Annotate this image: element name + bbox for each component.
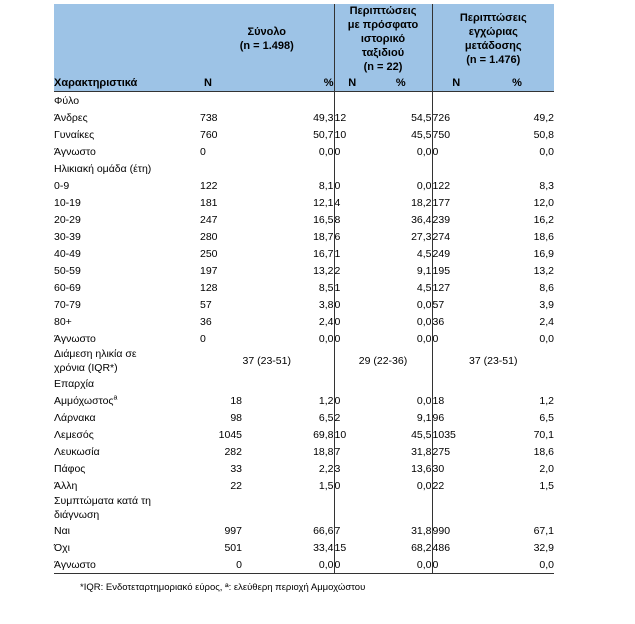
table-row: Λευκωσία 282 18,8 7 31,8 275 18,6 xyxy=(54,443,554,460)
table-row: Όχι 501 33,4 15 68,2 486 32,9 xyxy=(54,539,554,556)
table-row: 60-69 128 8,5 1 4,5 127 8,6 xyxy=(54,279,554,296)
section-row xyxy=(54,375,554,392)
characteristics-header: Χαρακτηριστικά xyxy=(54,74,200,92)
table-row: 40-49 250 16,7 1 4,5 249 16,9 xyxy=(54,245,554,262)
travel-n-header: N xyxy=(334,74,370,92)
table-row: Λάρνακα 98 6,5 2 9,1 96 6,5 xyxy=(54,409,554,426)
table-row: Αμμόχωστος$^a$ 18 1,2 0 0,0 18 1,2 xyxy=(54,392,554,409)
table-row: Γυναίκες 760 50,7 10 45,5 750 50,8 xyxy=(54,126,554,143)
table-row: 10-19 181 12,1 4 18,2 177 12,0 xyxy=(54,194,554,211)
section-sex: Φύλο xyxy=(54,94,80,107)
total-n-header: N xyxy=(200,74,242,92)
table-row: 20-29 247 16,5 8 36,4 239 16,2 xyxy=(54,211,554,228)
table-row: Άγνωστο 0 0,0 0 0,0 0 0,0 xyxy=(54,556,554,574)
section-row xyxy=(54,494,554,522)
travel-header: Περιπτώσεις με πρόσφατο ιστορικό ταξιδιού (n = 22) xyxy=(334,4,432,74)
table-row-median-age: Διάμεση ηλικία σε χρόνια (IQR*) 37 (23-51) 29 (22-36) 37 (23-51) xyxy=(54,347,554,375)
table-row: Άγνωστο 0 0,0 0 0,0 0 0,0 xyxy=(54,143,554,160)
table-row: 30-39 280 18,7 6 27,3 274 18,6 xyxy=(54,228,554,245)
characteristics-table xyxy=(54,4,554,574)
section-row xyxy=(54,92,554,110)
local-n-header: N xyxy=(432,74,480,92)
header-blank xyxy=(54,4,200,74)
table-row: Λεμεσός 1045 69,8 10 45,5 1035 70,1 xyxy=(54,426,554,443)
table-row: Ναι 997 66,6 7 31,8 990 67,1 xyxy=(54,522,554,539)
table-row: Άνδρες 738 49,3 12 54,5 726 49,2 xyxy=(54,109,554,126)
local-header: Περιπτώσεις εγχώριας μετάδοσης (n = 1.476) xyxy=(432,4,554,74)
table-row: 50-59 197 13,2 2 9,1 195 13,2 xyxy=(54,262,554,279)
table-row: 80+ 36 2,4 0 0,0 36 2,4 xyxy=(54,313,554,330)
total-header: Σύνολο (n = 1.498) xyxy=(200,4,334,74)
local-pct-header: % xyxy=(480,74,554,92)
section-age-group: Ηλικιακή ομάδα (έτη) xyxy=(54,162,152,175)
table-row: Άγνωστο 0 0,0 0 0,0 0 0,0 xyxy=(54,330,554,347)
section-symptoms: Συμπτώματα κατά τη διάγνωση xyxy=(54,495,151,521)
footnote: *IQR: Ενδοτεταρτημοριακό εύρος, ª: ελεύθερη περιοχή Αμμοχώστου xyxy=(80,582,366,593)
section-median-age: Διάμεση ηλικία σε χρόνια (IQR*) xyxy=(54,348,137,374)
section-district: Επαρχία xyxy=(54,377,95,390)
total-pct-header: % xyxy=(242,74,334,92)
table-row: Πάφος 33 2,2 3 13,6 30 2,0 xyxy=(54,460,554,477)
table-row: 70-79 57 3,8 0 0,0 57 3,9 xyxy=(54,296,554,313)
travel-pct-header: % xyxy=(370,74,432,92)
table-row: Άλλη 22 1,5 0 0,0 22 1,5 xyxy=(54,477,554,494)
table-row: 0-9 122 8,1 0 0,0 122 8,3 xyxy=(54,177,554,194)
section-row xyxy=(54,160,554,177)
